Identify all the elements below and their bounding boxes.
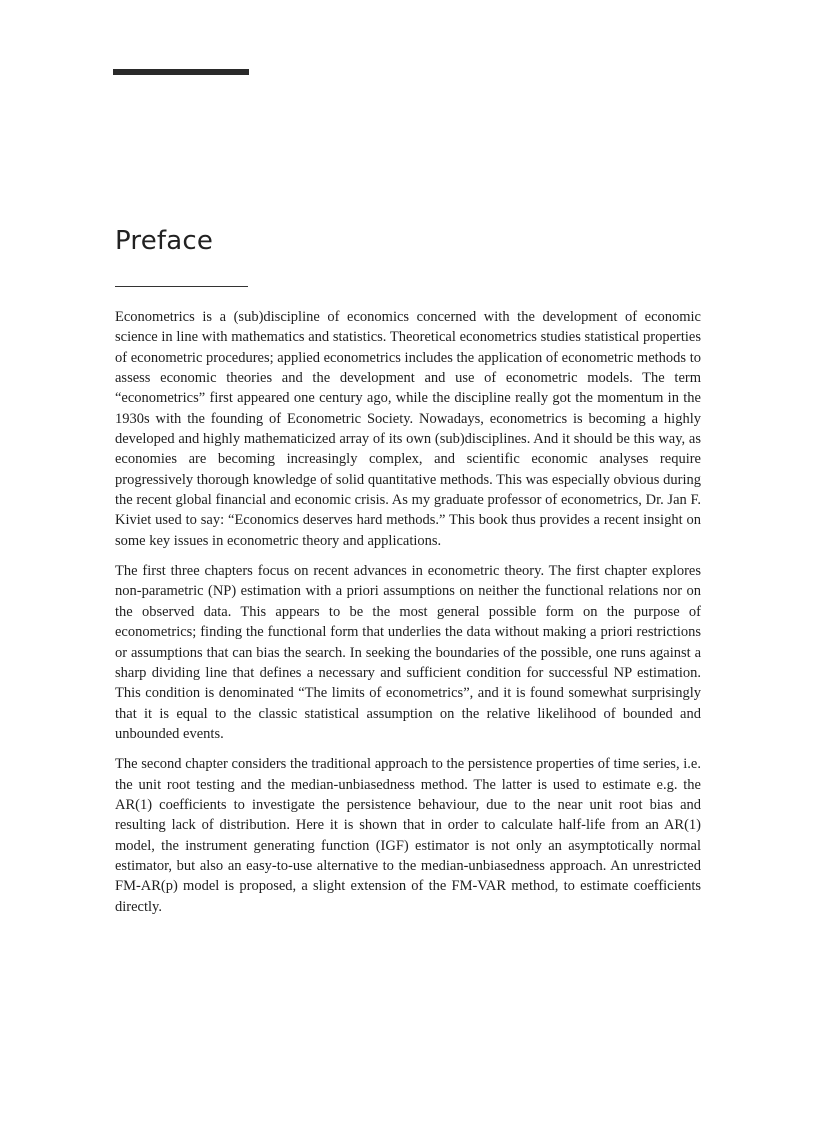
title-underline bbox=[115, 286, 248, 287]
preface-body bbox=[115, 307, 701, 927]
paragraph-1: Econometrics is a (sub)discipline of economics concerned with the development of economic science in line with mathematics and statistics. Theoretical econometrics studies statistical properties of econometric procedures; applied econometrics includes the application of econometric methods to assess economic theories and the development and use of econometric models. The term “econometrics” first appeared one century ago, while the discipline really got the momentum in the 1930s with the founding of Econometric Society. Nowadays, econometrics is becoming a highly developed and highly mathematicized array of its own (sub)disciplines. And it should be this way, as economies are becoming increasingly complex, and scientific economic analyses require progressively thorough knowledge of solid quantitative methods. This was especially obvious during the recent global financial and economic crisis. As my graduate professor of econometrics, Dr. Jan F. Kiviet used to say: “Economics deserves hard methods.” This book thus provides a recent insight on some key issues in econometric theory and applications. bbox=[115, 309, 701, 549]
paragraph-3: The second chapter considers the traditional approach to the persistence properties of time series, i.e. the unit root testing and the median-unbiasedness method. The latter is used to estimate e.g. the AR(1) coefficients to investigate the persistence behaviour, due to the near unit root bias and resulting lack of distribution. Here it is shown that in order to calculate half-life from an AR(1) model, the instrument generating function (IGF) estimator is not only an asymptotically normal estimator, but also an easy-to-use alternative to the median-unbiasedness approach. An unrestricted FM-AR(p) model is proposed, a slight extension of the FM-VAR method, to estimate coefficients directly. bbox=[115, 756, 701, 915]
paragraph-2: The first three chapters focus on recent advances in econometric theory. The first chapter explores non-parametric (NP) estimation with a priori assumptions on neither the functional relations nor on the observed data. This appears to be the most general possible form on the purpose of econometrics; finding the functional form that underlies the data without making a priori restrictions or assumptions that can bias the search. In seeking the boundaries of the possible, one runs against a sharp dividing line that defines a necessary and sufficient condition for successful NP estimation. This condition is denominated “The limits of econometrics”, and it is found somewhat surprisingly that it is equal to the classic statistical assumption on the relative likelihood of bounded and unbounded events. bbox=[115, 563, 701, 742]
chapter-top-rule bbox=[113, 69, 249, 75]
chapter-title: Preface bbox=[115, 226, 214, 256]
